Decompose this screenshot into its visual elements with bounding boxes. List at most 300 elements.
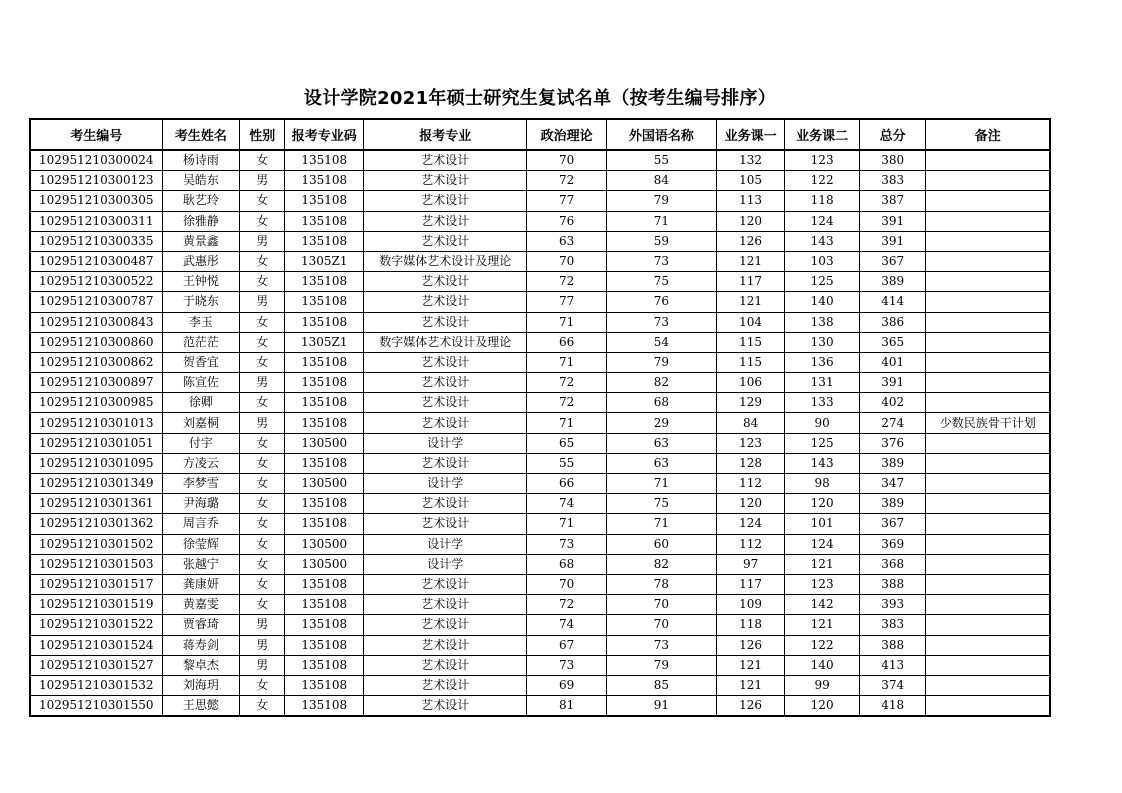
cell-candidate-name: 刘嘉桐 — [162, 413, 240, 433]
cell-politics-score: 63 — [527, 231, 607, 251]
cell-gender: 男 — [240, 655, 285, 675]
cell-subject-two-score: 143 — [785, 231, 860, 251]
cell-total-score: 418 — [859, 696, 926, 717]
cell-total-score: 387 — [859, 191, 926, 211]
cell-total-score: 274 — [859, 413, 926, 433]
cell-remarks — [926, 373, 1050, 393]
table-row — [30, 696, 1050, 717]
cell-gender: 男 — [240, 373, 285, 393]
cell-subject-one-score: 106 — [716, 373, 785, 393]
cell-foreign-language-score: 75 — [606, 272, 716, 292]
cell-total-score: 380 — [859, 150, 926, 171]
cell-remarks — [926, 251, 1050, 271]
cell-remarks — [926, 514, 1050, 534]
cell-candidate-id: 102951210301013 — [30, 413, 162, 433]
cell-major-code: 135108 — [285, 574, 364, 594]
cell-remarks — [926, 272, 1050, 292]
cell-candidate-name: 方凌云 — [162, 453, 240, 473]
table-row — [30, 211, 1050, 231]
cell-major-code: 130500 — [285, 534, 364, 554]
candidate-table — [29, 118, 1051, 717]
cell-subject-two-score: 90 — [785, 413, 860, 433]
cell-total-score: 367 — [859, 251, 926, 271]
cell-subject-one-score: 128 — [716, 453, 785, 473]
cell-remarks — [926, 211, 1050, 231]
cell-foreign-language-score: 55 — [606, 150, 716, 171]
cell-major: 设计学 — [364, 433, 527, 453]
cell-major: 艺术设计 — [364, 373, 527, 393]
cell-subject-two-score: 131 — [785, 373, 860, 393]
cell-candidate-name: 黄嘉雯 — [162, 595, 240, 615]
cell-candidate-id: 102951210300311 — [30, 211, 162, 231]
cell-major-code: 135108 — [285, 675, 364, 695]
cell-subject-two-score: 122 — [785, 635, 860, 655]
table-row — [30, 615, 1050, 635]
cell-subject-two-score: 120 — [785, 696, 860, 717]
cell-major-code: 135108 — [285, 231, 364, 251]
cell-foreign-language-score: 63 — [606, 453, 716, 473]
cell-candidate-id: 102951210300335 — [30, 231, 162, 251]
cell-major-code: 135108 — [285, 292, 364, 312]
cell-gender: 男 — [240, 231, 285, 251]
cell-remarks — [926, 393, 1050, 413]
cell-candidate-id: 102951210301051 — [30, 433, 162, 453]
cell-total-score: 413 — [859, 655, 926, 675]
cell-foreign-language-score: 68 — [606, 393, 716, 413]
cell-politics-score: 55 — [527, 453, 607, 473]
cell-remarks — [926, 453, 1050, 473]
cell-politics-score: 73 — [527, 534, 607, 554]
cell-candidate-name: 于晓东 — [162, 292, 240, 312]
cell-total-score: 391 — [859, 231, 926, 251]
cell-politics-score: 68 — [527, 554, 607, 574]
cell-subject-two-score: 101 — [785, 514, 860, 534]
cell-gender: 女 — [240, 332, 285, 352]
cell-candidate-name: 吴皓东 — [162, 171, 240, 191]
cell-politics-score: 74 — [527, 494, 607, 514]
cell-politics-score: 72 — [527, 595, 607, 615]
cell-subject-two-score: 142 — [785, 595, 860, 615]
cell-candidate-id: 102951210300487 — [30, 251, 162, 271]
cell-major: 艺术设计 — [364, 171, 527, 191]
cell-gender: 女 — [240, 474, 285, 494]
table-row — [30, 191, 1050, 211]
cell-subject-two-score: 130 — [785, 332, 860, 352]
cell-major: 艺术设计 — [364, 352, 527, 372]
table-row — [30, 453, 1050, 473]
cell-major: 艺术设计 — [364, 150, 527, 171]
cell-subject-one-score: 113 — [716, 191, 785, 211]
cell-foreign-language-score: 73 — [606, 251, 716, 271]
cell-major: 艺术设计 — [364, 393, 527, 413]
cell-subject-two-score: 140 — [785, 292, 860, 312]
table-row — [30, 635, 1050, 655]
cell-remarks — [926, 292, 1050, 312]
cell-gender: 女 — [240, 393, 285, 413]
cell-politics-score: 71 — [527, 413, 607, 433]
cell-major-code: 130500 — [285, 554, 364, 574]
cell-total-score: 414 — [859, 292, 926, 312]
cell-major-code: 135108 — [285, 393, 364, 413]
cell-major: 艺术设计 — [364, 191, 527, 211]
cell-total-score: 383 — [859, 171, 926, 191]
cell-major-code: 130500 — [285, 433, 364, 453]
cell-candidate-name: 黄景鑫 — [162, 231, 240, 251]
cell-candidate-id: 102951210300860 — [30, 332, 162, 352]
cell-politics-score: 74 — [527, 615, 607, 635]
cell-candidate-name: 黎卓杰 — [162, 655, 240, 675]
cell-candidate-name: 范茫茫 — [162, 332, 240, 352]
cell-candidate-id: 102951210300787 — [30, 292, 162, 312]
cell-major-code: 135108 — [285, 615, 364, 635]
cell-total-score: 369 — [859, 534, 926, 554]
cell-major-code: 135108 — [285, 595, 364, 615]
cell-gender: 女 — [240, 211, 285, 231]
cell-candidate-name: 王思懿 — [162, 696, 240, 717]
cell-foreign-language-score: 63 — [606, 433, 716, 453]
cell-candidate-name: 陈宣佐 — [162, 373, 240, 393]
cell-major-code: 135108 — [285, 373, 364, 393]
cell-foreign-language-score: 54 — [606, 332, 716, 352]
cell-candidate-id: 102951210300862 — [30, 352, 162, 372]
cell-politics-score: 76 — [527, 211, 607, 231]
cell-major: 艺术设计 — [364, 574, 527, 594]
header-politics: 政治理论 — [527, 119, 607, 150]
cell-major-code: 130500 — [285, 474, 364, 494]
cell-major-code: 135108 — [285, 211, 364, 231]
cell-candidate-name: 李玉 — [162, 312, 240, 332]
cell-candidate-id: 102951210301522 — [30, 615, 162, 635]
cell-total-score: 365 — [859, 332, 926, 352]
cell-major-code: 1305Z1 — [285, 251, 364, 271]
cell-major: 艺术设计 — [364, 211, 527, 231]
cell-total-score: 367 — [859, 514, 926, 534]
cell-subject-one-score: 115 — [716, 332, 785, 352]
cell-major-code: 135108 — [285, 635, 364, 655]
cell-subject-one-score: 115 — [716, 352, 785, 372]
cell-major: 设计学 — [364, 554, 527, 574]
cell-major-code: 135108 — [285, 171, 364, 191]
cell-politics-score: 70 — [527, 150, 607, 171]
cell-major: 艺术设计 — [364, 655, 527, 675]
cell-remarks — [926, 595, 1050, 615]
cell-total-score: 388 — [859, 574, 926, 594]
cell-remarks — [926, 696, 1050, 717]
cell-remarks — [926, 474, 1050, 494]
cell-major: 数字媒体艺术设计及理论 — [364, 251, 527, 271]
cell-candidate-id: 102951210301524 — [30, 635, 162, 655]
cell-gender: 女 — [240, 554, 285, 574]
table-row — [30, 595, 1050, 615]
cell-total-score: 383 — [859, 615, 926, 635]
cell-subject-two-score: 124 — [785, 211, 860, 231]
table-row — [30, 352, 1050, 372]
cell-foreign-language-score: 76 — [606, 292, 716, 312]
table-row — [30, 332, 1050, 352]
header-gender: 性别 — [240, 119, 285, 150]
cell-subject-two-score: 98 — [785, 474, 860, 494]
cell-gender: 男 — [240, 413, 285, 433]
cell-subject-one-score: 126 — [716, 231, 785, 251]
cell-major-code: 135108 — [285, 696, 364, 717]
table-row — [30, 675, 1050, 695]
table-row — [30, 373, 1050, 393]
header-subject-one: 业务课一 — [716, 119, 785, 150]
cell-total-score: 347 — [859, 474, 926, 494]
cell-politics-score: 72 — [527, 373, 607, 393]
cell-candidate-name: 王钟悦 — [162, 272, 240, 292]
cell-remarks — [926, 191, 1050, 211]
cell-major: 艺术设计 — [364, 635, 527, 655]
cell-foreign-language-score: 91 — [606, 696, 716, 717]
cell-candidate-id: 102951210301095 — [30, 453, 162, 473]
cell-subject-two-score: 136 — [785, 352, 860, 372]
cell-candidate-name: 徐卿 — [162, 393, 240, 413]
table-row — [30, 494, 1050, 514]
cell-gender: 男 — [240, 615, 285, 635]
cell-candidate-name: 武惠彤 — [162, 251, 240, 271]
cell-subject-one-score: 121 — [716, 655, 785, 675]
cell-subject-one-score: 104 — [716, 312, 785, 332]
cell-gender: 女 — [240, 595, 285, 615]
cell-subject-two-score: 120 — [785, 494, 860, 514]
cell-subject-one-score: 112 — [716, 474, 785, 494]
cell-candidate-name: 张越宁 — [162, 554, 240, 574]
cell-major: 艺术设计 — [364, 413, 527, 433]
cell-major: 艺术设计 — [364, 453, 527, 473]
cell-foreign-language-score: 79 — [606, 352, 716, 372]
table-row — [30, 272, 1050, 292]
cell-candidate-id: 102951210300305 — [30, 191, 162, 211]
cell-subject-two-score: 123 — [785, 574, 860, 594]
page-title: 设计学院2021年硕士研究生复试名单（按考生编号排序） — [303, 88, 777, 109]
cell-gender: 女 — [240, 696, 285, 717]
cell-gender: 女 — [240, 453, 285, 473]
cell-candidate-id: 102951210300985 — [30, 393, 162, 413]
cell-foreign-language-score: 60 — [606, 534, 716, 554]
cell-major-code: 135108 — [285, 413, 364, 433]
table-row — [30, 231, 1050, 251]
cell-total-score: 388 — [859, 635, 926, 655]
cell-total-score: 368 — [859, 554, 926, 574]
cell-remarks — [926, 231, 1050, 251]
cell-gender: 女 — [240, 514, 285, 534]
cell-subject-two-score: 143 — [785, 453, 860, 473]
cell-subject-two-score: 122 — [785, 171, 860, 191]
header-major-code: 报考专业码 — [285, 119, 364, 150]
cell-foreign-language-score: 82 — [606, 554, 716, 574]
cell-subject-one-score: 118 — [716, 615, 785, 635]
cell-foreign-language-score: 79 — [606, 191, 716, 211]
table-row — [30, 474, 1050, 494]
header-candidate-name: 考生姓名 — [162, 119, 240, 150]
table-row — [30, 514, 1050, 534]
cell-politics-score: 71 — [527, 352, 607, 372]
cell-remarks — [926, 332, 1050, 352]
cell-foreign-language-score: 71 — [606, 211, 716, 231]
cell-gender: 女 — [240, 191, 285, 211]
cell-remarks — [926, 554, 1050, 574]
cell-foreign-language-score: 78 — [606, 574, 716, 594]
cell-gender: 女 — [240, 150, 285, 171]
cell-subject-one-score: 126 — [716, 635, 785, 655]
cell-candidate-id: 102951210301362 — [30, 514, 162, 534]
cell-politics-score: 71 — [527, 514, 607, 534]
cell-subject-two-score: 121 — [785, 554, 860, 574]
table-row — [30, 655, 1050, 675]
cell-gender: 女 — [240, 433, 285, 453]
cell-politics-score: 66 — [527, 332, 607, 352]
cell-politics-score: 70 — [527, 574, 607, 594]
cell-remarks — [926, 312, 1050, 332]
cell-foreign-language-score: 73 — [606, 635, 716, 655]
cell-major-code: 135108 — [285, 655, 364, 675]
cell-subject-two-score: 123 — [785, 150, 860, 171]
cell-candidate-id: 102951210300123 — [30, 171, 162, 191]
cell-subject-one-score: 120 — [716, 494, 785, 514]
cell-subject-one-score: 117 — [716, 272, 785, 292]
cell-candidate-id: 102951210301349 — [30, 474, 162, 494]
cell-remarks — [926, 171, 1050, 191]
cell-major: 数字媒体艺术设计及理论 — [364, 332, 527, 352]
cell-candidate-name: 龚康妍 — [162, 574, 240, 594]
cell-candidate-name: 徐莹辉 — [162, 534, 240, 554]
cell-gender: 女 — [240, 352, 285, 372]
header-major: 报考专业 — [364, 119, 527, 150]
cell-politics-score: 72 — [527, 272, 607, 292]
cell-gender: 女 — [240, 312, 285, 332]
table-row — [30, 292, 1050, 312]
cell-subject-one-score: 109 — [716, 595, 785, 615]
cell-politics-score: 77 — [527, 191, 607, 211]
cell-foreign-language-score: 82 — [606, 373, 716, 393]
cell-total-score: 391 — [859, 373, 926, 393]
cell-major: 艺术设计 — [364, 675, 527, 695]
cell-total-score: 386 — [859, 312, 926, 332]
cell-major: 艺术设计 — [364, 615, 527, 635]
cell-foreign-language-score: 75 — [606, 494, 716, 514]
cell-candidate-id: 102951210300897 — [30, 373, 162, 393]
cell-total-score: 393 — [859, 595, 926, 615]
cell-subject-one-score: 121 — [716, 292, 785, 312]
cell-subject-one-score: 132 — [716, 150, 785, 171]
table-row — [30, 574, 1050, 594]
table-row — [30, 312, 1050, 332]
cell-remarks — [926, 352, 1050, 372]
cell-remarks — [926, 635, 1050, 655]
cell-candidate-name: 贾睿琦 — [162, 615, 240, 635]
cell-foreign-language-score: 79 — [606, 655, 716, 675]
cell-total-score: 374 — [859, 675, 926, 695]
cell-total-score: 391 — [859, 211, 926, 231]
cell-major-code: 135108 — [285, 312, 364, 332]
cell-subject-one-score: 84 — [716, 413, 785, 433]
cell-candidate-name: 杨诗雨 — [162, 150, 240, 171]
cell-foreign-language-score: 71 — [606, 514, 716, 534]
cell-politics-score: 66 — [527, 474, 607, 494]
table-row — [30, 171, 1050, 191]
cell-major: 艺术设计 — [364, 272, 527, 292]
table-row — [30, 433, 1050, 453]
cell-subject-one-score: 117 — [716, 574, 785, 594]
cell-candidate-name: 徐雅静 — [162, 211, 240, 231]
table-row — [30, 534, 1050, 554]
cell-politics-score: 77 — [527, 292, 607, 312]
cell-remarks — [926, 574, 1050, 594]
cell-subject-one-score: 120 — [716, 211, 785, 231]
cell-subject-one-score: 121 — [716, 675, 785, 695]
cell-total-score: 376 — [859, 433, 926, 453]
cell-candidate-id: 102951210300843 — [30, 312, 162, 332]
cell-major: 艺术设计 — [364, 595, 527, 615]
cell-candidate-name: 李梦雪 — [162, 474, 240, 494]
cell-foreign-language-score: 29 — [606, 413, 716, 433]
table-row — [30, 413, 1050, 433]
cell-candidate-name: 付宇 — [162, 433, 240, 453]
cell-politics-score: 72 — [527, 393, 607, 413]
cell-major: 设计学 — [364, 534, 527, 554]
header-subject-two: 业务课二 — [785, 119, 860, 150]
cell-candidate-id: 102951210301550 — [30, 696, 162, 717]
cell-gender: 女 — [240, 574, 285, 594]
table-row — [30, 150, 1050, 171]
header-total: 总分 — [859, 119, 926, 150]
cell-gender: 女 — [240, 494, 285, 514]
cell-politics-score: 81 — [527, 696, 607, 717]
cell-candidate-id: 102951210301527 — [30, 655, 162, 675]
cell-remarks — [926, 655, 1050, 675]
cell-foreign-language-score: 85 — [606, 675, 716, 695]
table-row — [30, 393, 1050, 413]
table-header-row — [30, 119, 1050, 150]
cell-total-score: 402 — [859, 393, 926, 413]
cell-candidate-name: 周言乔 — [162, 514, 240, 534]
cell-total-score: 389 — [859, 453, 926, 473]
cell-foreign-language-score: 59 — [606, 231, 716, 251]
cell-subject-one-score: 105 — [716, 171, 785, 191]
cell-subject-one-score: 112 — [716, 534, 785, 554]
cell-major-code: 135108 — [285, 191, 364, 211]
cell-candidate-id: 102951210301519 — [30, 595, 162, 615]
cell-subject-two-score: 99 — [785, 675, 860, 695]
cell-subject-one-score: 129 — [716, 393, 785, 413]
cell-major: 艺术设计 — [364, 514, 527, 534]
cell-candidate-id: 102951210301503 — [30, 554, 162, 574]
cell-major-code: 1305Z1 — [285, 332, 364, 352]
cell-politics-score: 73 — [527, 655, 607, 675]
cell-gender: 女 — [240, 272, 285, 292]
cell-foreign-language-score: 71 — [606, 474, 716, 494]
cell-foreign-language-score: 70 — [606, 595, 716, 615]
cell-gender: 男 — [240, 171, 285, 191]
cell-subject-one-score: 123 — [716, 433, 785, 453]
header-foreign-language: 外国语名称 — [606, 119, 716, 150]
cell-subject-two-score: 133 — [785, 393, 860, 413]
cell-gender: 男 — [240, 292, 285, 312]
cell-foreign-language-score: 84 — [606, 171, 716, 191]
cell-candidate-name: 贺香宜 — [162, 352, 240, 372]
cell-total-score: 401 — [859, 352, 926, 372]
cell-major: 艺术设计 — [364, 312, 527, 332]
cell-total-score: 389 — [859, 494, 926, 514]
cell-subject-one-score: 126 — [716, 696, 785, 717]
cell-subject-two-score: 125 — [785, 272, 860, 292]
cell-politics-score: 70 — [527, 251, 607, 271]
cell-major-code: 135108 — [285, 494, 364, 514]
cell-candidate-name: 蒋寿剑 — [162, 635, 240, 655]
cell-subject-two-score: 124 — [785, 534, 860, 554]
header-remarks: 备注 — [926, 119, 1050, 150]
